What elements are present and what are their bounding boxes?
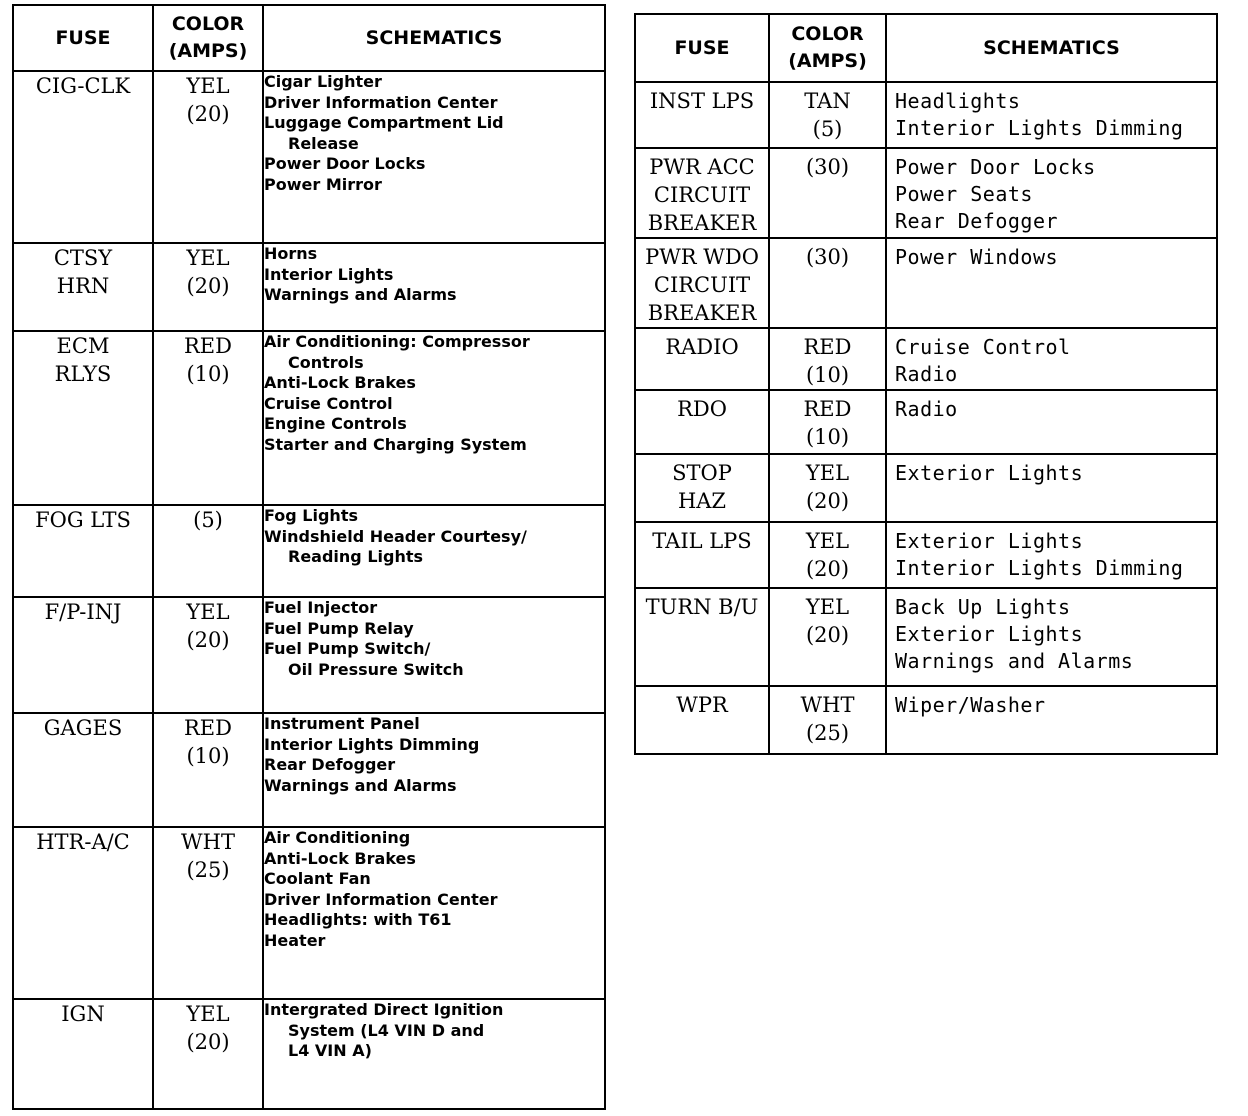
color-amps-value: RED	[803, 397, 852, 421]
schematic-item: Radio	[895, 397, 958, 421]
schematic-item: Reading Lights	[288, 547, 424, 567]
color-amps-value: YEL	[805, 461, 850, 485]
fuse-name: BREAKER	[647, 211, 757, 235]
fuse-name: HAZ	[677, 489, 727, 513]
fuse-name: CIRCUIT	[653, 273, 751, 297]
schematic-item: Interior Lights Dimming	[264, 734, 480, 754]
fuse-row-htr-a-c	[13, 827, 605, 999]
schematic-item: Release	[288, 133, 359, 153]
fuse-name: CIRCUIT	[653, 183, 751, 207]
schematic-item: Anti-Lock Brakes	[264, 848, 416, 868]
fuse-name: PWR WDO	[645, 245, 759, 269]
fuse-name: GAGES	[43, 716, 123, 740]
fuse-name-cell	[635, 454, 769, 522]
schematic-item: Fuel Injector	[264, 598, 378, 617]
color-amps-value: YEL	[186, 246, 230, 270]
fuse-row-inst-lps	[635, 82, 1217, 148]
color-amps-value: YEL	[186, 600, 230, 624]
fuse-name: PWR ACC	[649, 155, 755, 179]
schematic-item: Power Mirror	[264, 174, 382, 194]
schematics-header: SCHEMATICS	[263, 5, 605, 71]
color-amps-value: (25)	[805, 721, 850, 745]
fuse-name: RLYS	[54, 362, 112, 386]
schematics-cell	[263, 505, 605, 597]
schematic-item: Fuel Pump Relay	[264, 618, 414, 638]
color-amps-cell	[769, 588, 886, 686]
color-amps-value: YEL	[805, 595, 850, 619]
fuse-header: FUSE	[635, 14, 769, 82]
color-amps-value: (20)	[186, 274, 230, 298]
fuse-name: CTSY	[53, 246, 113, 270]
schematic-item: L4 VIN A)	[288, 1041, 372, 1061]
left-fuse-table	[12, 4, 606, 1110]
color-amps-cell	[153, 713, 263, 827]
schematics-cell	[886, 328, 1217, 390]
schematic-item: Rear Defogger	[264, 755, 396, 775]
fuse-name: CIG-CLK	[35, 74, 131, 98]
color-amps-cell	[769, 82, 886, 148]
schematic-item: Starter and Charging System	[264, 434, 527, 454]
color-amps-value: (20)	[805, 623, 850, 647]
fuse-name: FOG LTS	[35, 508, 131, 532]
schematic-item: Heater	[264, 930, 326, 950]
fuse-name-cell	[13, 243, 153, 331]
fuse-name: ECM	[56, 334, 110, 358]
fuse-name-cell	[13, 505, 153, 597]
schematic-item: Engine Controls	[264, 414, 407, 434]
schematic-item: Horns	[264, 244, 318, 263]
schematics-cell	[886, 390, 1217, 454]
fuse-row-stop-haz	[635, 454, 1217, 522]
schematic-item: Driver Information Center	[264, 92, 498, 112]
color-amps-value: (20)	[186, 628, 230, 652]
schematic-item: Interior Lights Dimming	[895, 556, 1184, 580]
schematics-cell	[886, 686, 1217, 754]
color-amps-value: (10)	[186, 744, 230, 768]
color-amps-cell	[153, 71, 263, 243]
schematics-cell	[886, 522, 1217, 588]
color-amps-value: (20)	[805, 557, 850, 581]
schematic-item: Intergrated Direct Ignition	[264, 1000, 504, 1019]
schematic-item: Radio	[895, 362, 958, 386]
color-amps-header: COLOR (AMPS)	[153, 5, 263, 71]
fuse-row-cig-clk	[13, 71, 605, 243]
schematic-item: Power Windows	[895, 245, 1059, 269]
color-amps-cell	[153, 243, 263, 331]
color-amps-value: WHT	[800, 693, 855, 717]
schematic-item: Cruise Control	[895, 335, 1071, 359]
schematic-item: Power Seats	[895, 182, 1033, 206]
fuse-name: BREAKER	[647, 301, 757, 325]
schematic-item: Rear Defogger	[895, 209, 1059, 233]
color-amps-cell	[769, 686, 886, 754]
schematic-item: Windshield Header Courtesy/	[264, 526, 527, 546]
color-amps-value: (5)	[812, 117, 843, 141]
color-amps-value: (20)	[186, 102, 230, 126]
fuse-row-ecm-rlys	[13, 331, 605, 505]
color-amps-value: (20)	[805, 489, 850, 513]
schematic-item: Exterior Lights	[895, 622, 1084, 646]
fuse-row-fog-lts	[13, 505, 605, 597]
schematic-item: Headlights	[895, 89, 1021, 113]
color-amps-value: (10)	[805, 425, 850, 449]
color-amps-value: (20)	[186, 1030, 230, 1054]
fuse-name-cell	[13, 713, 153, 827]
fuse-row-radio	[635, 328, 1217, 390]
color-amps-value: (30)	[805, 245, 850, 269]
color-amps-cell	[769, 522, 886, 588]
fuse-row-pwr-wdo-circuit-breaker	[635, 238, 1217, 328]
schematic-item: Fuel Pump Switch/	[264, 639, 431, 659]
schematic-item: Cigar Lighter	[264, 72, 382, 91]
fuse-name-cell	[13, 71, 153, 243]
color-amps-cell	[769, 328, 886, 390]
color-amps-cell	[769, 148, 886, 238]
fuse-name-cell	[13, 999, 153, 1109]
schematic-item: Interior Lights	[264, 264, 394, 284]
schematic-item: Warnings and Alarms	[895, 649, 1134, 673]
fuse-name-cell	[635, 238, 769, 328]
schematic-item: Headlights: with T61	[264, 910, 452, 930]
fuse-name: IGN	[61, 1002, 105, 1026]
fuse-name-cell	[635, 148, 769, 238]
fuse-name-cell	[635, 588, 769, 686]
fuse-row-gages	[13, 713, 605, 827]
schematics-cell	[263, 243, 605, 331]
fuse-row-turn-b-u	[635, 588, 1217, 686]
fuse-name-cell	[13, 331, 153, 505]
fuse-name-cell	[635, 82, 769, 148]
fuse-name: TURN B/U	[645, 595, 759, 619]
color-amps-value: RED	[803, 335, 852, 359]
color-amps-value: (25)	[186, 858, 230, 882]
color-amps-cell	[769, 238, 886, 328]
schematics-cell	[886, 148, 1217, 238]
schematics-cell	[263, 331, 605, 505]
color-amps-cell	[769, 390, 886, 454]
schematics-header: SCHEMATICS	[886, 14, 1217, 82]
schematic-item: Warnings and Alarms	[264, 775, 457, 795]
schematics-cell	[886, 82, 1217, 148]
schematic-item: Power Door Locks	[264, 154, 426, 174]
fuse-name-cell	[635, 390, 769, 454]
color-amps-value: (30)	[805, 155, 850, 179]
fuse-name-cell	[635, 686, 769, 754]
color-amps-value: (10)	[805, 363, 850, 387]
schematics-cell	[263, 999, 605, 1109]
fuse-name: TAIL LPS	[652, 529, 752, 553]
right-fuse-table	[634, 13, 1218, 755]
schematic-item: Oil Pressure Switch	[288, 659, 464, 679]
schematics-cell	[886, 588, 1217, 686]
schematics-cell	[263, 71, 605, 243]
color-amps-cell	[153, 999, 263, 1109]
color-amps-value: WHT	[181, 830, 235, 854]
schematics-cell	[263, 597, 605, 713]
fuse-name: RADIO	[665, 335, 739, 359]
fuse-row-tail-lps	[635, 522, 1217, 588]
schematic-item: Cruise Control	[264, 393, 393, 413]
schematic-item: Fog Lights	[264, 506, 358, 525]
fuse-name: STOP	[672, 461, 732, 485]
fuse-row-ign	[13, 999, 605, 1109]
color-amps-header: COLOR (AMPS)	[769, 14, 886, 82]
color-amps-value: YEL	[186, 1002, 230, 1026]
fuse-name: RDO	[677, 397, 727, 421]
fuse-name: F/P-INJ	[44, 600, 122, 624]
schematic-item: Warnings and Alarms	[264, 285, 457, 305]
fuse-row-pwr-acc-circuit-breaker	[635, 148, 1217, 238]
fuse-name-cell	[13, 827, 153, 999]
schematic-item: Anti-Lock Brakes	[264, 373, 416, 393]
fuse-name: HRN	[56, 274, 110, 298]
schematics-cell	[263, 827, 605, 999]
schematic-item: Power Door Locks	[895, 155, 1096, 179]
color-amps-value: YEL	[805, 529, 850, 553]
color-amps-cell	[769, 454, 886, 522]
color-amps-value: TAN	[804, 89, 851, 113]
schematic-item: Interior Lights Dimming	[895, 116, 1184, 140]
schematic-item: Back Up Lights	[895, 595, 1071, 619]
color-amps-value: RED	[184, 716, 232, 740]
schematic-item: Instrument Panel	[264, 714, 420, 733]
color-amps-value: (10)	[186, 362, 230, 386]
schematic-item: Controls	[288, 352, 364, 372]
color-amps-value: (5)	[193, 508, 223, 532]
schematics-cell	[263, 713, 605, 827]
fuse-row-ctsy-hrn	[13, 243, 605, 331]
color-amps-cell	[153, 597, 263, 713]
schematic-item: Exterior Lights	[895, 461, 1084, 485]
color-amps-value: RED	[184, 334, 232, 358]
fuse-row-rdo	[635, 390, 1217, 454]
schematic-item: Driver Information Center	[264, 889, 498, 909]
fuse-row-wpr	[635, 686, 1217, 754]
schematic-item: Air Conditioning: Compressor	[264, 332, 530, 351]
schematic-item: Air Conditioning	[264, 828, 411, 847]
schematics-cell	[886, 454, 1217, 522]
fuse-row-f-p-inj	[13, 597, 605, 713]
fuse-name-cell	[635, 522, 769, 588]
fuse-name: INST LPS	[649, 89, 755, 113]
schematics-cell	[886, 238, 1217, 328]
color-amps-cell	[153, 505, 263, 597]
fuse-name: WPR	[676, 693, 728, 717]
fuse-header: FUSE	[13, 5, 153, 71]
schematic-item: Luggage Compartment Lid	[264, 113, 504, 133]
schematic-item: Exterior Lights	[895, 529, 1084, 553]
schematic-item: Coolant Fan	[264, 869, 371, 889]
color-amps-cell	[153, 331, 263, 505]
fuse-name: HTR-A/C	[36, 830, 130, 854]
color-amps-cell	[153, 827, 263, 999]
fuse-name-cell	[635, 328, 769, 390]
color-amps-value: YEL	[186, 74, 230, 98]
schematic-item: Wiper/Washer	[895, 693, 1046, 717]
schematic-item: System (L4 VIN D and	[288, 1020, 485, 1040]
fuse-name-cell	[13, 597, 153, 713]
